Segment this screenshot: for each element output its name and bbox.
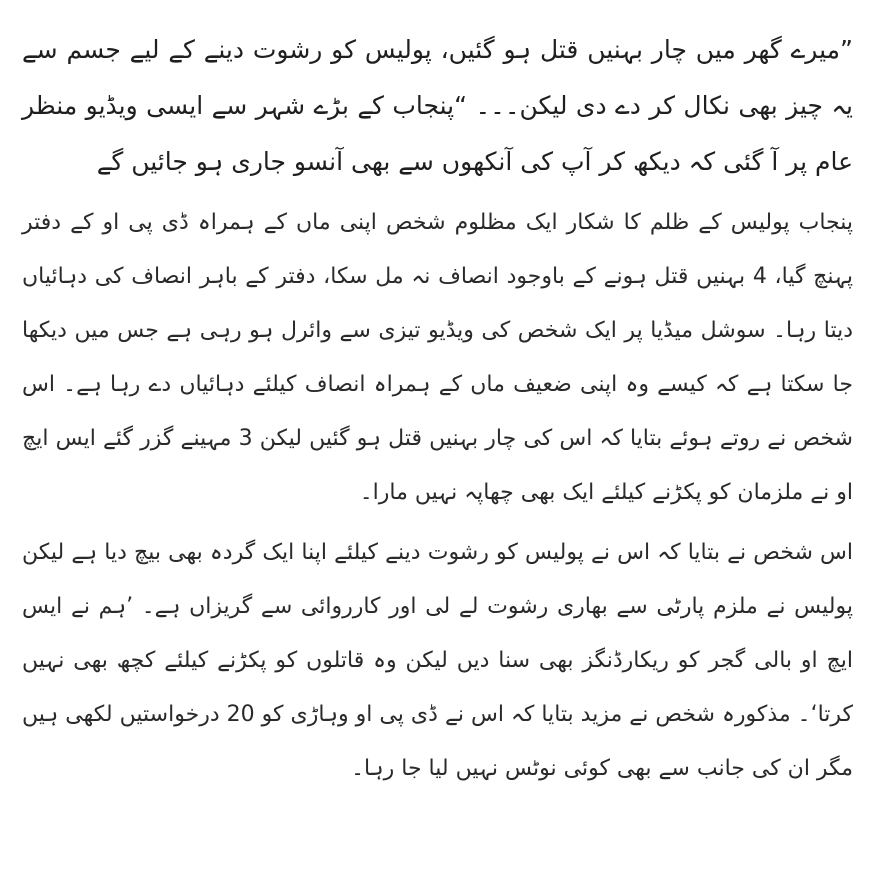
article-headline: ”میرے گھر میں چار بہنیں قتل ہو گئیں، پولیس کو رشوت دینے کے لیے جسم سے یہ چیز بھی نکال کر دے دی لیکن۔۔۔ “پنجاب کے بڑے شہر سے ایسی ویڈیو منظر عام پر آ گئی کہ دیکھ کر آپ کی آنکھوں سے بھی آنسو جاری ہو جائیں گے xyxy=(22,35,853,176)
article-paragraph-1: پنجاب پولیس کے ظلم کا شکار ایک مظلوم شخص اپنی ماں کے ہمراہ ڈی پی او کے دفتر پہنچ گیا، 4 بہنیں قتل ہونے کے باوجود انصاف نہ مل سکا، دفتر کے باہر انصاف کی دہائیاں دیتا رہا۔ سوشل میڈیا پر ایک شخص کی ویڈیو تیزی سے وائرل ہو رہی ہے جس میں دیکھا جا سکتا ہے کہ کیسے وہ اپنی ضعیف ماں کے ہمراہ انصاف کیلئے دہائیاں دے رہا ہے۔ اس شخص نے روتے ہوئے بتایا کہ اس کی چار بہنیں قتل ہو گئیں لیکن 3 مہینے گزر گئے ایس ایچ او نے ملزمان کو پکڑنے کیلئے ایک بھی چھاپہ نہیں مارا۔ xyxy=(22,210,853,505)
article-paragraph-2: اس شخص نے بتایا کہ اس نے پولیس کو رشوت دینے کیلئے اپنا ایک گردہ بھی بیچ دیا ہے لیکن پولیس نے ملزم پارٹی سے بھاری رشوت لے لی اور کارروائی سے گریزاں ہے۔ ’ہم نے ایس ایچ او بالی گجر کو ریکارڈنگز بھی سنا دیں لیکن وہ قاتلوں کو پکڑنے کیلئے کچھ بھی نہیں کرتا‘۔ مذکورہ شخص نے مزید بتایا کہ اس نے ڈی پی او وہاڑی کو 20 درخواستیں لکھی ہیں مگر ان کی جانب سے بھی کوئی نوٹس نہیں لیا جا رہا۔ xyxy=(22,540,854,781)
